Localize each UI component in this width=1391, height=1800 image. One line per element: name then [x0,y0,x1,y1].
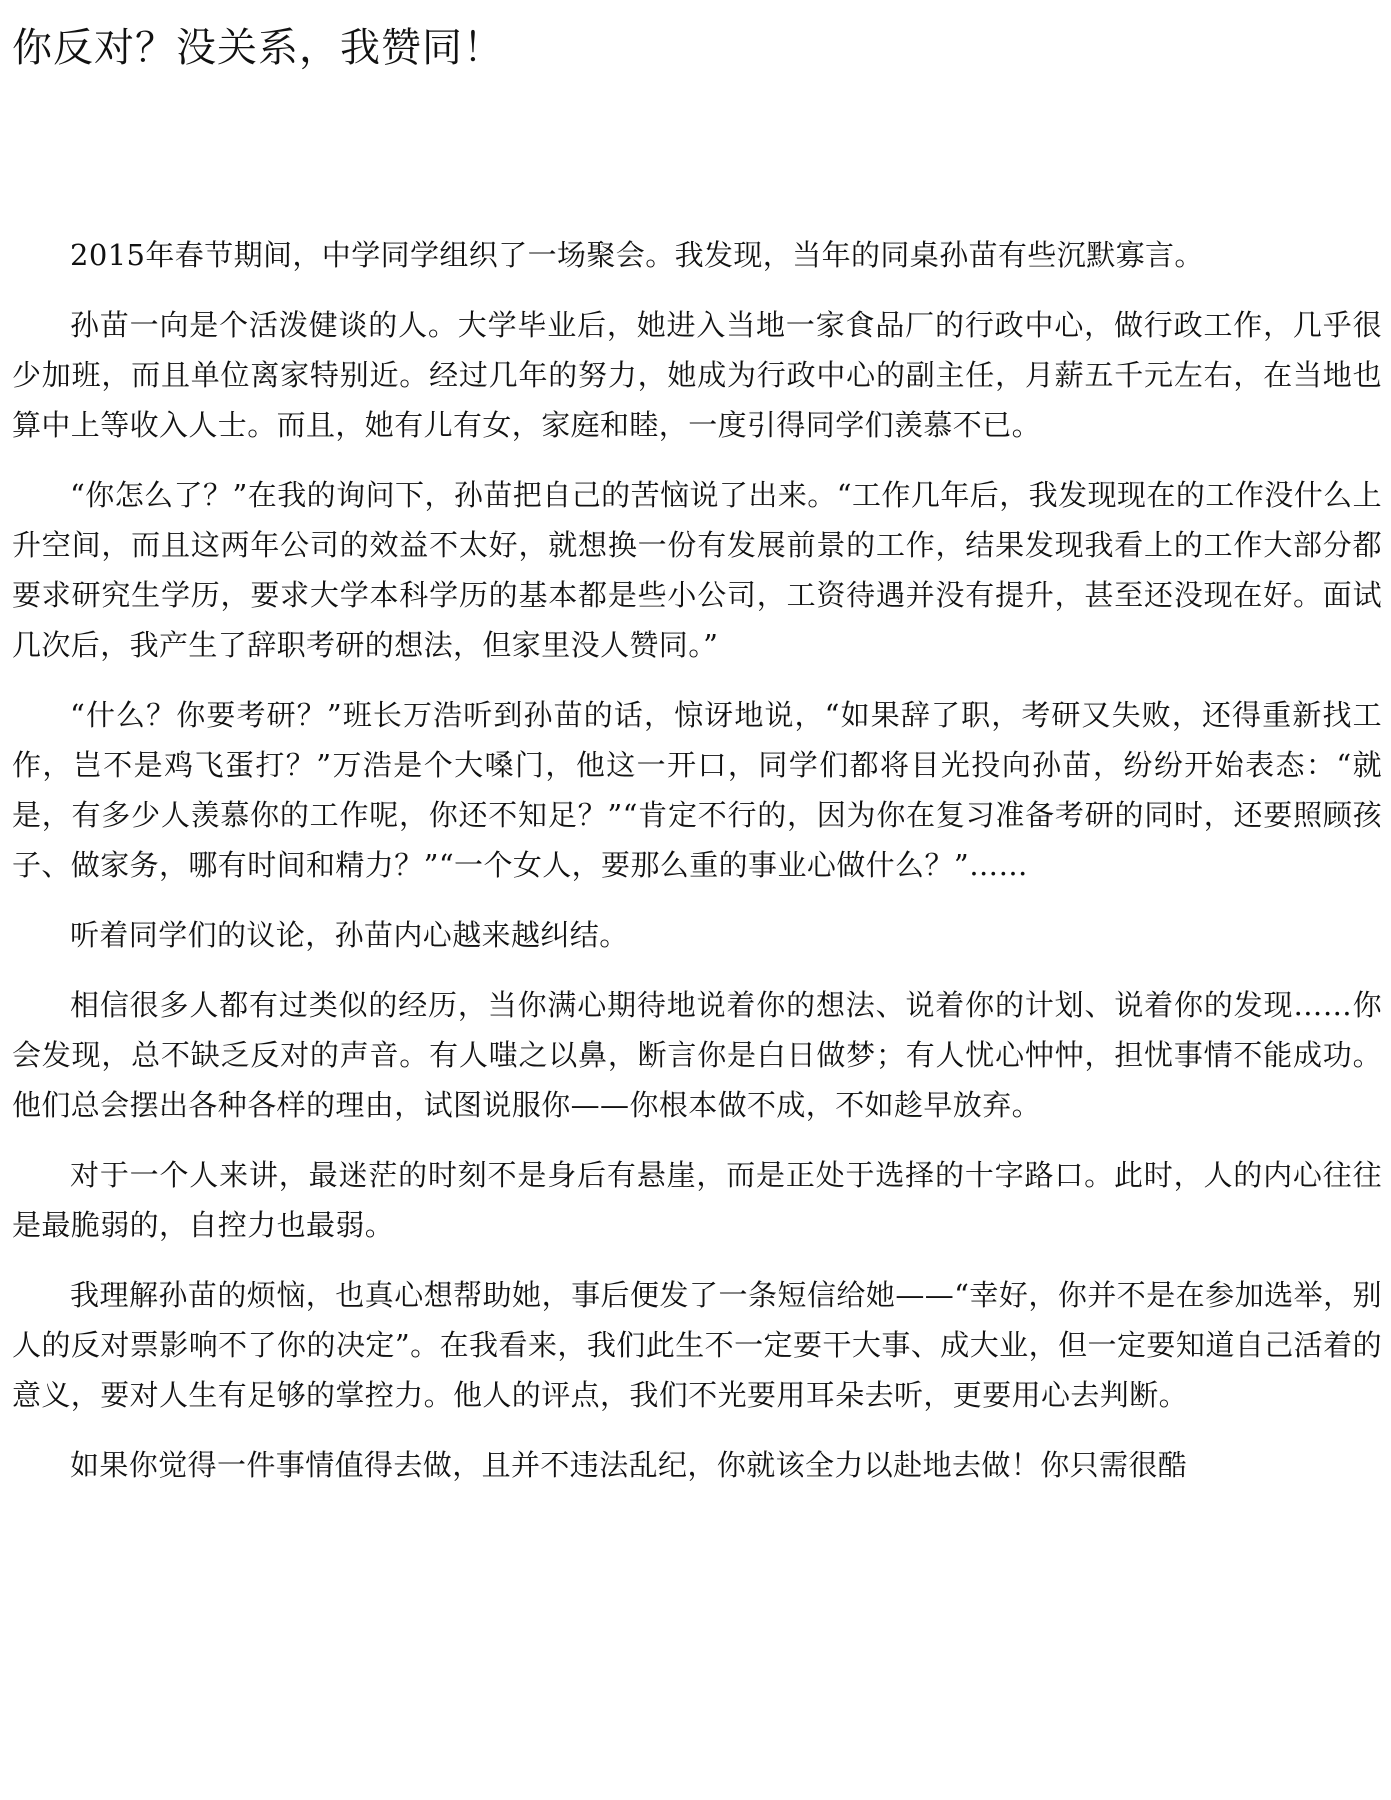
paragraph: 听着同学们的议论，孙苗内心越来越纠结。 [70,918,629,952]
paragraph: 相信很多人都有过类似的经历，当你满心期待地说着你的想法、说着你的计划、说着你的发现……你会发现，总不缺乏反对的声音。有人嗤之以鼻，断言你是白日做梦；有人忧心忡忡，担忧事情不能成功。他们总会摆出各种各样的理由，试图说服你——你根本做不成，不如趁早放弃。 [12,988,1382,1122]
paragraph: 如果你觉得一件事情值得去做，且并不违法乱纪，你就该全力以赴地去做！你只需很酷 [70,1448,1188,1482]
paragraph: 孙苗一向是个活泼健谈的人。大学毕业后，她进入当地一家食品厂的行政中心，做行政工作，几乎很少加班，而且单位离家特别近。经过几年的努力，她成为行政中心的副主任，月薪五千元左右，在当地也算中上等收入人士。而且，她有儿有女，家庭和睦，一度引得同学们羡慕不已。 [12,308,1382,442]
article-body [12,230,1382,1510]
paragraph: 对于一个人来讲，最迷茫的时刻不是身后有悬崖，而是正处于选择的十字路口。此时，人的内心往往是最脆弱的，自控力也最弱。 [12,1158,1382,1242]
paragraph: “什么？你要考研？”班长万浩听到孙苗的话，惊讶地说，“如果辞了职，考研又失败，还得重新找工作，岂不是鸡飞蛋打？”万浩是个大嗓门，他这一开口，同学们都将目光投向孙苗，纷纷开始表态：“就是，有多少人羡慕你的工作呢，你还不知足？”“肯定不行的，因为你在复习准备考研的同时，还要照顾孩子、做家务，哪有时间和精力？”“一个女人，要那么重的事业心做什么？”…… [12,698,1382,882]
paragraph: 我理解孙苗的烦恼，也真心想帮助她，事后便发了一条短信给她——“幸好，你并不是在参加选举，别人的反对票影响不了你的决定”。在我看来，我们此生不一定要干大事、成大业，但一定要知道自己活着的意义，要对人生有足够的掌控力。他人的评点，我们不光要用耳朵去听，更要用心去判断。 [12,1278,1382,1412]
article-title: 你反对？没关系，我赞同！ [12,25,504,71]
paragraph: 2015年春节期间，中学同学组织了一场聚会。我发现，当年的同桌孙苗有些沉默寡言。 [70,238,1204,272]
paragraph: “你怎么了？”在我的询问下，孙苗把自己的苦恼说了出来。“工作几年后，我发现现在的工作没什么上升空间，而且这两年公司的效益不太好，就想换一份有发展前景的工作，结果发现我看上的工作大部分都要求研究生学历，要求大学本科学历的基本都是些小公司，工资待遇并没有提升，甚至还没现在好。面试几次后，我产生了辞职考研的想法，但家里没人赞同。” [12,478,1382,662]
